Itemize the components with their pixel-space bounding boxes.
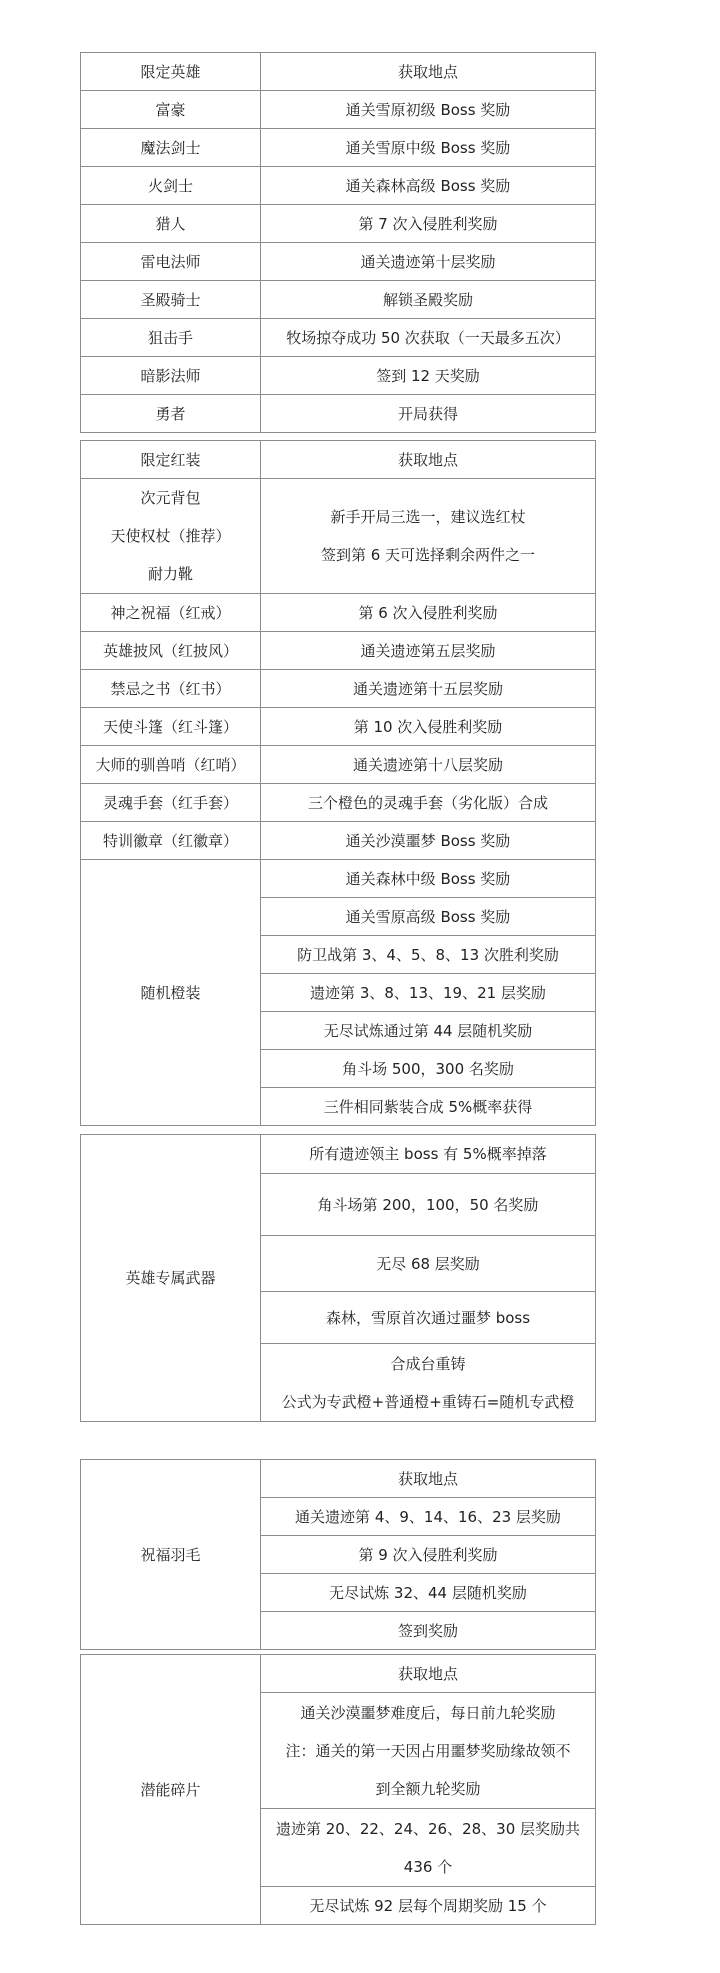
table-row — [81, 784, 596, 822]
orange-source: 三件相同紫装合成 5%概率获得 — [261, 1088, 596, 1126]
hero-name: 猎人 — [81, 205, 261, 243]
hero-source: 解锁圣殿奖励 — [261, 281, 596, 319]
hero-source: 通关森林高级 Boss 奖励 — [261, 167, 596, 205]
table-row — [81, 395, 596, 433]
table-row — [81, 129, 596, 167]
table-row — [81, 319, 596, 357]
gear-source: 通关遗迹第五层奖励 — [261, 632, 596, 670]
desc-line: 436 个 — [403, 1857, 453, 1876]
item-name: 耐力靴 — [147, 565, 193, 583]
table-row — [81, 281, 596, 319]
item-name: 次元背包 — [140, 489, 201, 507]
recast-line: 合成台重铸 — [390, 1354, 466, 1373]
gear-name: 天使斗篷（红斗篷） — [81, 708, 261, 746]
orange-source: 通关雪原高级 Boss 奖励 — [261, 898, 596, 936]
hero-source: 通关雪原中级 Boss 奖励 — [261, 129, 596, 167]
gear-name: 神之祝福（红戒） — [81, 594, 261, 632]
hero-name: 富豪 — [81, 91, 261, 129]
hero-name: 火剑士 — [81, 167, 261, 205]
table-row — [81, 167, 596, 205]
hero-name: 圣殿骑士 — [81, 281, 261, 319]
table-row — [81, 708, 596, 746]
desc-line: 新手开局三选一，建议选红杖 — [330, 508, 526, 526]
hero-name: 魔法剑士 — [81, 129, 261, 167]
table-row — [81, 632, 596, 670]
header-cell: 获取地点 — [261, 1655, 596, 1693]
table-row — [81, 357, 596, 395]
feather-source: 第 9 次入侵胜利奖励 — [261, 1536, 596, 1574]
hero-table — [80, 52, 596, 433]
gear-name: 大师的驯兽哨（红哨） — [81, 746, 261, 784]
feather-source: 无尽试炼 32、44 层随机奖励 — [261, 1574, 596, 1612]
hero-source: 通关雪原初级 Boss 奖励 — [261, 91, 596, 129]
orange-source: 通关森林中级 Boss 奖励 — [261, 860, 596, 898]
gear-source: 三个橙色的灵魂手套（劣化版）合成 — [261, 784, 596, 822]
feather-source: 签到奖励 — [261, 1612, 596, 1650]
gear-source: 第 6 次入侵胜利奖励 — [261, 594, 596, 632]
weapon-table — [80, 1134, 596, 1422]
recast-line: 公式为专武橙+普通橙+重铸石=随机专武橙 — [281, 1392, 575, 1411]
weapon-recast-cell — [261, 1344, 596, 1422]
header-cell: 获取地点 — [261, 53, 596, 91]
shard-table — [80, 1654, 596, 1925]
table-header-row — [81, 53, 596, 91]
orange-source: 遗迹第 3、8、13、19、21 层奖励 — [261, 974, 596, 1012]
item-name: 天使权杖（推荐） — [110, 527, 231, 545]
hero-name: 暗影法师 — [81, 357, 261, 395]
orange-source: 无尽试炼通过第 44 层随机奖励 — [261, 1012, 596, 1050]
weapon-source: 角斗场第 200，100，50 名奖励 — [261, 1174, 596, 1236]
desc-line: 注：通关的第一天因占用噩梦奖励缘故领不 — [285, 1741, 571, 1760]
red-gear-table — [80, 440, 596, 1126]
starter-items-cell — [81, 479, 261, 594]
weapon-source: 森林，雪原首次通过噩梦 boss — [261, 1292, 596, 1344]
table-row — [81, 479, 596, 594]
desc-line: 通关沙漠噩梦难度后，每日前九轮奖励 — [300, 1703, 556, 1722]
orange-source: 防卫战第 3、4、5、8、13 次胜利奖励 — [261, 936, 596, 974]
table-row — [81, 243, 596, 281]
shard-endless-cell: 无尽试炼 92 层每个周期奖励 15 个 — [261, 1887, 596, 1925]
gear-name: 特训徽章（红徽章） — [81, 822, 261, 860]
header-cell: 获取地点 — [261, 441, 596, 479]
hero-source: 牧场掠夺成功 50 次获取（一天最多五次） — [261, 319, 596, 357]
header-cell: 获取地点 — [261, 1460, 596, 1498]
hero-source: 第 7 次入侵胜利奖励 — [261, 205, 596, 243]
orange-source: 角斗场 500，300 名奖励 — [261, 1050, 596, 1088]
gear-source: 通关遗迹第十五层奖励 — [261, 670, 596, 708]
gear-name: 英雄披风（红披风） — [81, 632, 261, 670]
shard-label-cell: 潜能碎片 — [81, 1655, 261, 1925]
header-cell: 限定英雄 — [81, 53, 261, 91]
table-row — [81, 205, 596, 243]
hero-name: 狙击手 — [81, 319, 261, 357]
gear-source: 通关沙漠噩梦 Boss 奖励 — [261, 822, 596, 860]
hero-name: 勇者 — [81, 395, 261, 433]
feather-table — [80, 1459, 596, 1650]
table-row — [81, 860, 596, 898]
feather-label-cell: 祝福羽毛 — [81, 1460, 261, 1650]
desc-line: 遗迹第 20、22、24、26、28、30 层奖励共 — [275, 1819, 581, 1838]
table-row — [81, 746, 596, 784]
gear-name: 禁忌之书（红书） — [81, 670, 261, 708]
desc-line: 签到第 6 天可选择剩余两件之一 — [320, 546, 536, 564]
weapon-source: 所有遗迹领主 boss 有 5%概率掉落 — [261, 1135, 596, 1174]
header-cell: 限定红装 — [81, 441, 261, 479]
feather-source: 通关遗迹第 4、9、14、16、23 层奖励 — [261, 1498, 596, 1536]
table-header-row — [81, 441, 596, 479]
gear-name: 灵魂手套（红手套） — [81, 784, 261, 822]
weapon-source: 无尽 68 层奖励 — [261, 1236, 596, 1292]
orange-label-cell: 随机橙装 — [81, 860, 261, 1126]
shard-desert-cell — [261, 1693, 596, 1809]
hero-source: 开局获得 — [261, 395, 596, 433]
table-row — [81, 822, 596, 860]
desc-line: 到全额九轮奖励 — [375, 1779, 481, 1798]
table-row — [81, 670, 596, 708]
weapon-label-cell: 英雄专属武器 — [81, 1135, 261, 1422]
table-row — [81, 91, 596, 129]
shard-ruins-cell — [261, 1809, 596, 1887]
gear-source: 第 10 次入侵胜利奖励 — [261, 708, 596, 746]
gear-source: 通关遗迹第十八层奖励 — [261, 746, 596, 784]
hero-name: 雷电法师 — [81, 243, 261, 281]
starter-desc-cell — [261, 479, 596, 594]
hero-source: 签到 12 天奖励 — [261, 357, 596, 395]
table-row — [81, 594, 596, 632]
hero-source: 通关遗迹第十层奖励 — [261, 243, 596, 281]
